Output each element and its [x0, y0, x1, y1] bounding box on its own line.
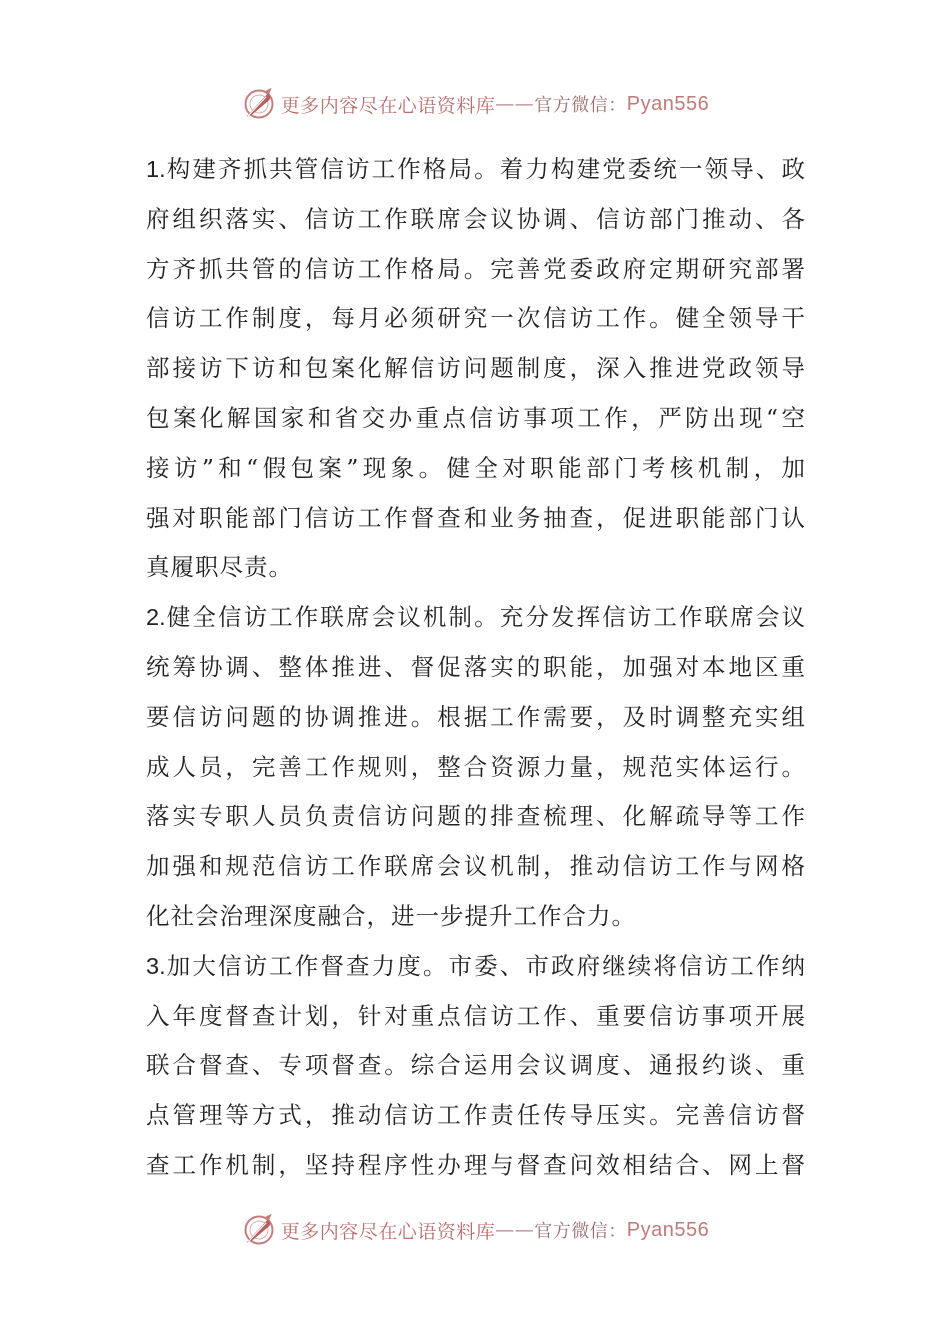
paragraph-2 — [146, 593, 806, 942]
text-line: 查工作机制，坚持程序性办理与督查问效相结合、网上督 — [146, 1150, 806, 1179]
paragraph-3 — [146, 942, 806, 1191]
text-line: 点管理等方式，推动信访工作责任传导压实。完善信访督 — [146, 1101, 806, 1130]
quill-logo-icon — [241, 1212, 277, 1248]
text-line — [146, 145, 806, 195]
text-line: 联合督查、专项督查。综合运用会议调度、通报约谈、重 — [146, 1051, 806, 1080]
text-line — [146, 593, 806, 643]
line-text: 健全信访工作联席会议机制。充分发挥信访工作联席会议 — [165, 603, 806, 632]
text-line: 加强和规范信访工作联席会议机制，推动信访工作与网格 — [146, 852, 806, 881]
banner-wechat-id: Pyan556 — [626, 1218, 710, 1241]
banner-site-name: 更多内容尽在心语资料库 — [280, 1220, 496, 1243]
quill-logo-icon — [241, 86, 277, 122]
text-line: 落实专职人员负责信访问题的排查梳理、化解疏导等工作 — [146, 802, 806, 831]
banner-wechat-id: Pyan556 — [626, 92, 710, 115]
text-line: 包案化解国家和省交办重点信访事项工作，严防出现“空 — [146, 403, 806, 432]
text-line: 成人员，完善工作规则，整合资源力量，规范实体运行。 — [146, 752, 806, 781]
header-watermark — [0, 84, 950, 124]
text-line: 强对职能部门信访工作督查和业务抽查，促进职能部门认 — [146, 503, 806, 532]
paragraph-number: 2. — [146, 604, 166, 631]
line-text: 加大信访工作督查力度。市委、市政府继续将信访工作纳 — [165, 951, 806, 980]
paragraph-number: 3. — [146, 952, 166, 979]
banner-wechat-label: 官方微信： — [534, 95, 627, 116]
footer-watermark — [0, 1210, 950, 1250]
text-line: 真履职尽责。 — [146, 553, 293, 582]
paragraph-1 — [146, 145, 806, 593]
banner-dash: —— — [495, 1219, 535, 1241]
text-line: 入年度督查计划，针对重点信访工作、重要信访事项开展 — [146, 1001, 806, 1030]
banner-wechat-label: 官方微信： — [534, 1221, 627, 1242]
text-line: 方齐抓共管的信访工作格局。完善党委政府定期研究部署 — [146, 254, 806, 283]
document-body — [146, 145, 806, 1191]
text-line: 府组织落实、信访工作联席会议协调、信访部门推动、各 — [146, 204, 806, 233]
text-line: 部接访下访和包案化解信访问题制度，深入推进党政领导 — [146, 354, 806, 383]
text-line: 化社会治理深度融合，进一步提升工作合力。 — [146, 901, 636, 930]
text-line: 接访”和“假包案”现象。健全对职能部门考核机制，加 — [146, 453, 806, 482]
paragraph-number: 1. — [146, 156, 166, 182]
text-line — [146, 942, 806, 992]
banner-site-name: 更多内容尽在心语资料库 — [280, 94, 496, 117]
text-line: 统筹协调、整体推进、督促落实的职能，加强对本地区重 — [146, 652, 806, 681]
text-line: 信访工作制度，每月必须研究一次信访工作。健全领导干 — [146, 304, 806, 333]
line-text: 构建齐抓共管信访工作格局。着力构建党委统一领导、政 — [165, 155, 806, 183]
text-line: 要信访问题的协调推进。根据工作需要，及时调整充实组 — [146, 702, 806, 731]
banner-dash: —— — [495, 93, 535, 115]
